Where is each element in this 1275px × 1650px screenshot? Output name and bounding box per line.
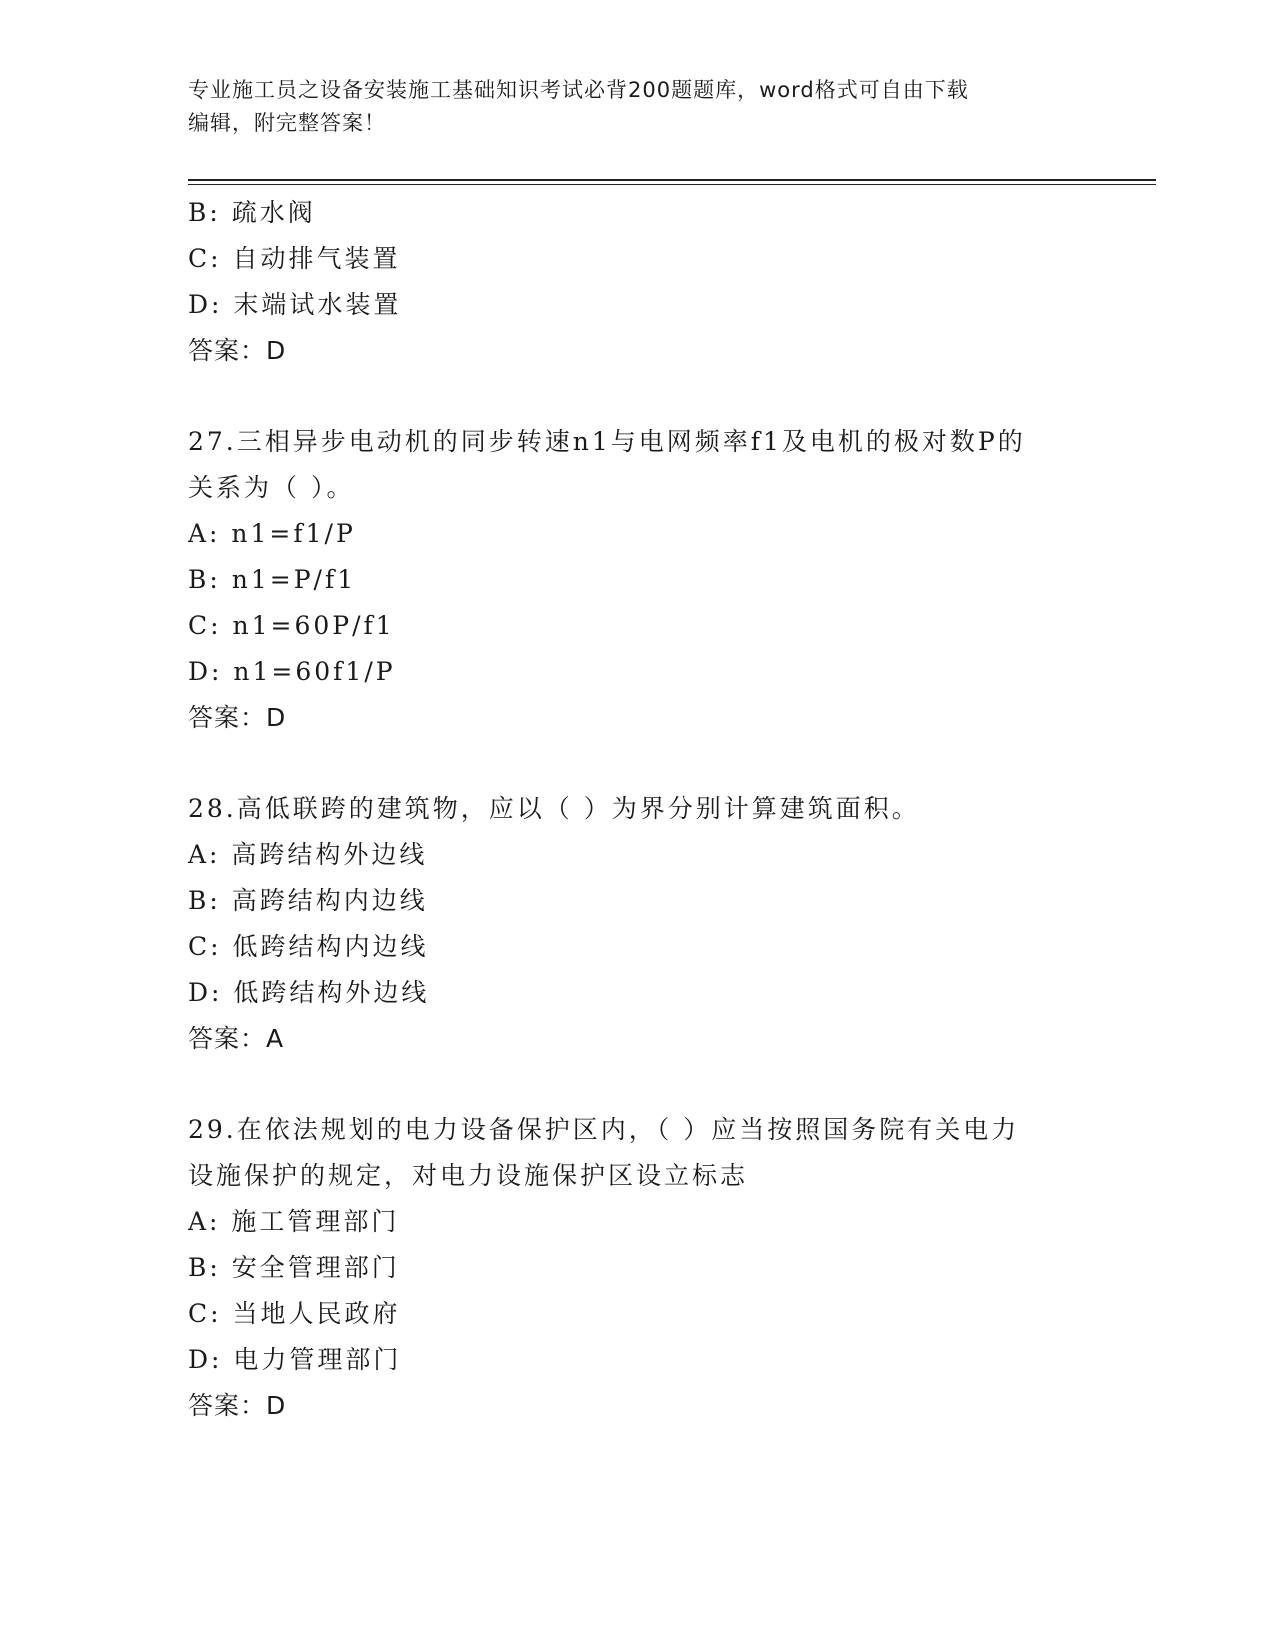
option-b: B: 高跨结构内边线 xyxy=(188,886,428,915)
header-divider-thin xyxy=(188,184,1156,185)
question-26 xyxy=(188,190,1088,374)
header-divider-thick xyxy=(188,179,1156,181)
question-stem-cont: 设施保护的规定，对电力设施保护区设立标志 xyxy=(188,1161,749,1190)
answer: 答案：D xyxy=(188,1391,287,1420)
option-d: D: 低跨结构外边线 xyxy=(188,978,430,1007)
spacer xyxy=(188,374,1088,419)
document-header xyxy=(188,74,1088,140)
option-b: B: 疏水阀 xyxy=(188,198,316,227)
question-stem: 28.高低联跨的建筑物，应以（ ）为界分别计算建筑面积。 xyxy=(188,794,920,823)
option-a: A: n1=f1/P xyxy=(188,519,356,548)
option-c: C: n1=60P/f1 xyxy=(188,611,395,640)
question-28 xyxy=(188,786,1088,1062)
option-d: D: n1=60f1/P xyxy=(188,657,396,686)
option-a: A: 施工管理部门 xyxy=(188,1207,400,1236)
question-29 xyxy=(188,1107,1088,1429)
option-a: A: 高跨结构外边线 xyxy=(188,840,428,869)
header-line-1: 专业施工员之设备安装施工基础知识考试必背200题题库，word格式可自由下载 xyxy=(188,78,969,102)
option-b: B: n1=P/f1 xyxy=(188,565,357,594)
spacer xyxy=(188,741,1088,786)
spacer xyxy=(188,1062,1088,1107)
header-line-2: 编辑，附完整答案！ xyxy=(188,111,386,135)
option-c: C: 自动排气装置 xyxy=(188,244,401,273)
answer: 答案：A xyxy=(188,1024,285,1053)
question-stem: 27.三相异步电动机的同步转速n1与电网频率f1及电机的极对数P的 xyxy=(188,427,1026,456)
option-d: D: 末端试水装置 xyxy=(188,290,402,319)
question-27 xyxy=(188,419,1088,741)
question-list xyxy=(188,190,1088,1429)
answer: 答案：D xyxy=(188,703,287,732)
question-stem-cont: 关系为（ ）。 xyxy=(188,473,355,502)
option-c: C: 当地人民政府 xyxy=(188,1299,401,1328)
answer: 答案：D xyxy=(188,336,287,365)
question-stem: 29.在依法规划的电力设备保护区内，（ ）应当按照国务院有关电力 xyxy=(188,1115,1020,1144)
option-b: B: 安全管理部门 xyxy=(188,1253,400,1282)
option-d: D: 电力管理部门 xyxy=(188,1345,402,1374)
option-c: C: 低跨结构内边线 xyxy=(188,932,429,961)
